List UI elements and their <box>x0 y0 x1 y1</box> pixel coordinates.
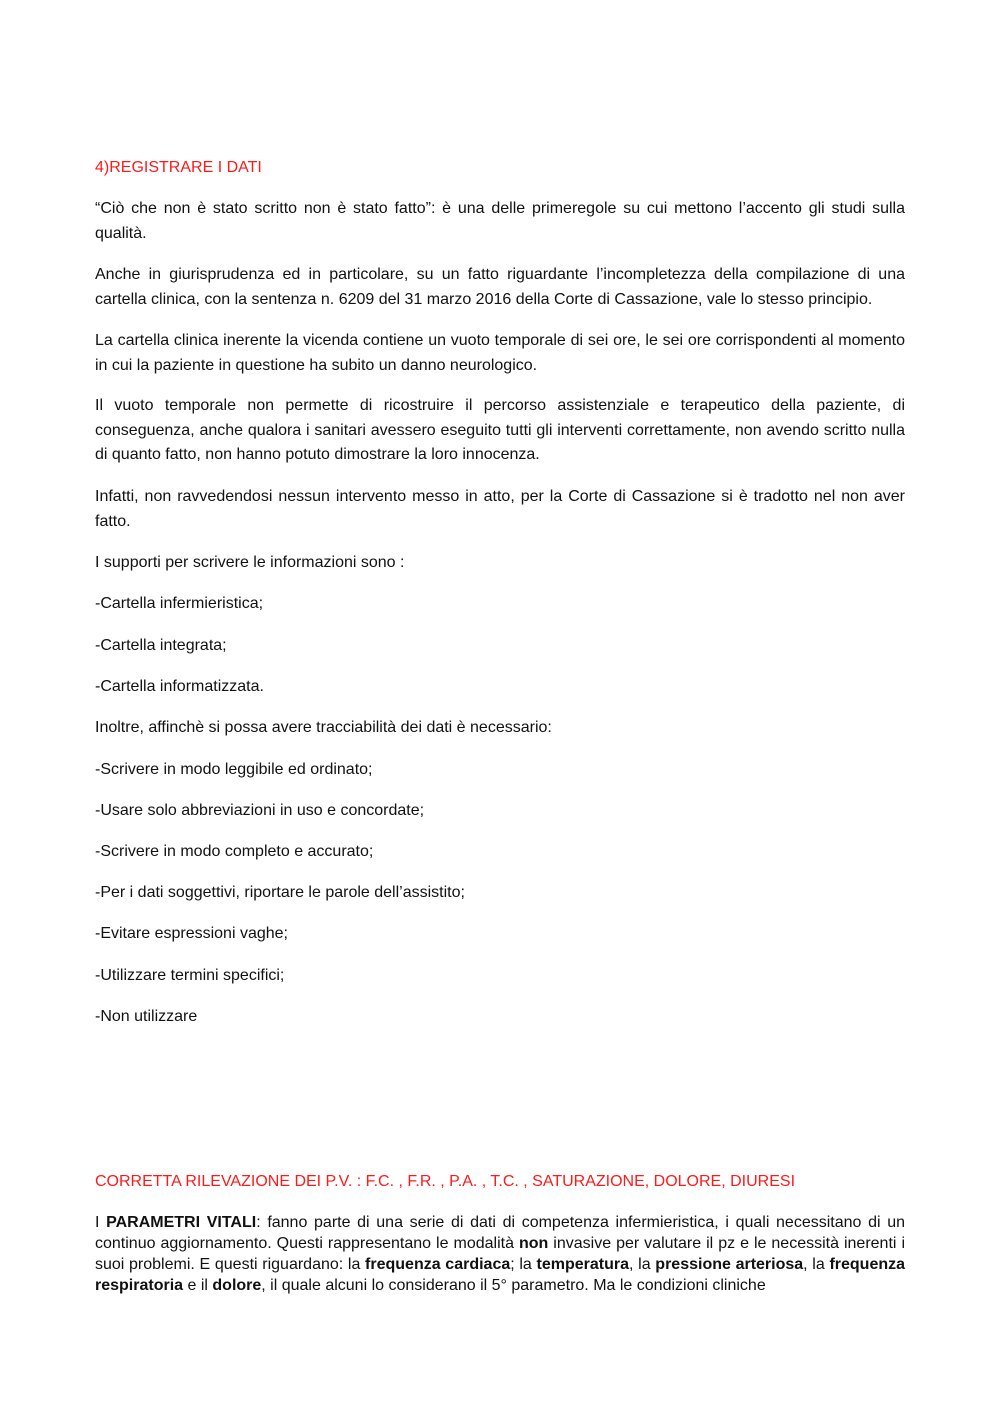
paragraph-percorso: Il vuoto temporale non permette di ricostruire il percorso assistenziale e terapeutico della paziente, di conseguenza, anche qualora i sanitari avessero eseguito tutti gli interventi correttamente, non avendo scritto nulla di quanto fatto, non hanno potuto dimostrare la loro innocenza. <box>95 397 905 463</box>
list-item: -Scrivere in modo leggibile ed ordinato; <box>95 761 373 778</box>
list-item: -Per i dati soggettivi, riportare le parole dell’assistito; <box>95 884 465 901</box>
supports-intro: I supporti per scrivere le informazioni sono : <box>95 554 405 571</box>
text-run: ; la <box>510 1256 537 1273</box>
bold-term: temperatura <box>536 1256 630 1273</box>
paragraph-giurisprudenza: Anche in giurisprudenza ed in particolare, su un fatto riguardante l’incompletezza della compilazione di una cartella clinica, con la sentenza n. 6209 del 31 marzo 2016 della Corte di Cassazione, vale lo stesso principio. <box>95 266 905 308</box>
list-item: -Usare solo abbreviazioni in uso e concordate; <box>95 802 425 819</box>
text-run: e il <box>183 1277 213 1294</box>
list-item: -Scrivere in modo completo e accurato; <box>95 843 374 860</box>
text-run: , la <box>803 1256 830 1273</box>
list-item: -Utilizzare termini specifici; <box>95 967 285 984</box>
text-run: invasive per valutare il pz e le necessità inerenti i suoi problemi. E questi riguardano: la <box>95 1235 905 1273</box>
bold-term: dolore <box>212 1277 262 1294</box>
bold-term: non <box>518 1235 549 1252</box>
list-item: -Cartella infermieristica; <box>95 595 264 612</box>
text-run: : fanno parte di una serie di dati di competenza infermieristica, i quali necessitano di un continuo aggiornamento. Questi rappresentano le modalità <box>95 1214 906 1252</box>
paragraph-quote: “Ciò che non è stato scritto non è stato fatto”: è una delle primeregole su cui mettono l’accento gli studi sulla qualità. <box>95 200 905 242</box>
bold-term: frequenza cardiaca <box>365 1256 511 1273</box>
text-run: , la <box>629 1256 656 1273</box>
list-item: -Cartella informatizzata. <box>95 678 264 695</box>
rules-intro: Inoltre, affinchè si possa avere tracciabilità dei dati è necessario: <box>95 719 552 736</box>
list-item: -Cartella integrata; <box>95 637 227 654</box>
paragraph-vuoto-temporale: La cartella clinica inerente la vicenda contiene un vuoto temporale di sei ore, le sei ore corrispondenti al momento in cui la paziente in questione ha subito un danno neurologico. <box>95 332 905 374</box>
bold-term: PARAMETRI VITALI <box>106 1214 257 1231</box>
list-item: -Evitare espressioni vaghe; <box>95 925 288 942</box>
bold-term: frequenza respiratoria <box>95 1256 906 1294</box>
list-item: -Non utilizzare <box>95 1008 198 1025</box>
paragraph-infatti: Infatti, non ravvedendosi nessun intervento messo in atto, per la Corte di Cassazione si è tradotto nel non aver fatto. <box>95 488 905 530</box>
text-run: I <box>95 1214 107 1231</box>
paragraph-parametri-vitali <box>95 1212 905 1296</box>
section-heading-registrare: 4)REGISTRARE I DATI <box>95 159 262 176</box>
text-run: , il quale alcuni lo considerano il 5° parametro. Ma le condizioni cliniche <box>261 1277 766 1294</box>
bold-term: pressione arteriosa <box>655 1256 804 1273</box>
section-heading-parametri: CORRETTA RILEVAZIONE DEI P.V. : F.C. , F.R. , P.A. , T.C. , SATURAZIONE, DOLORE, DIURESI <box>95 1173 796 1190</box>
